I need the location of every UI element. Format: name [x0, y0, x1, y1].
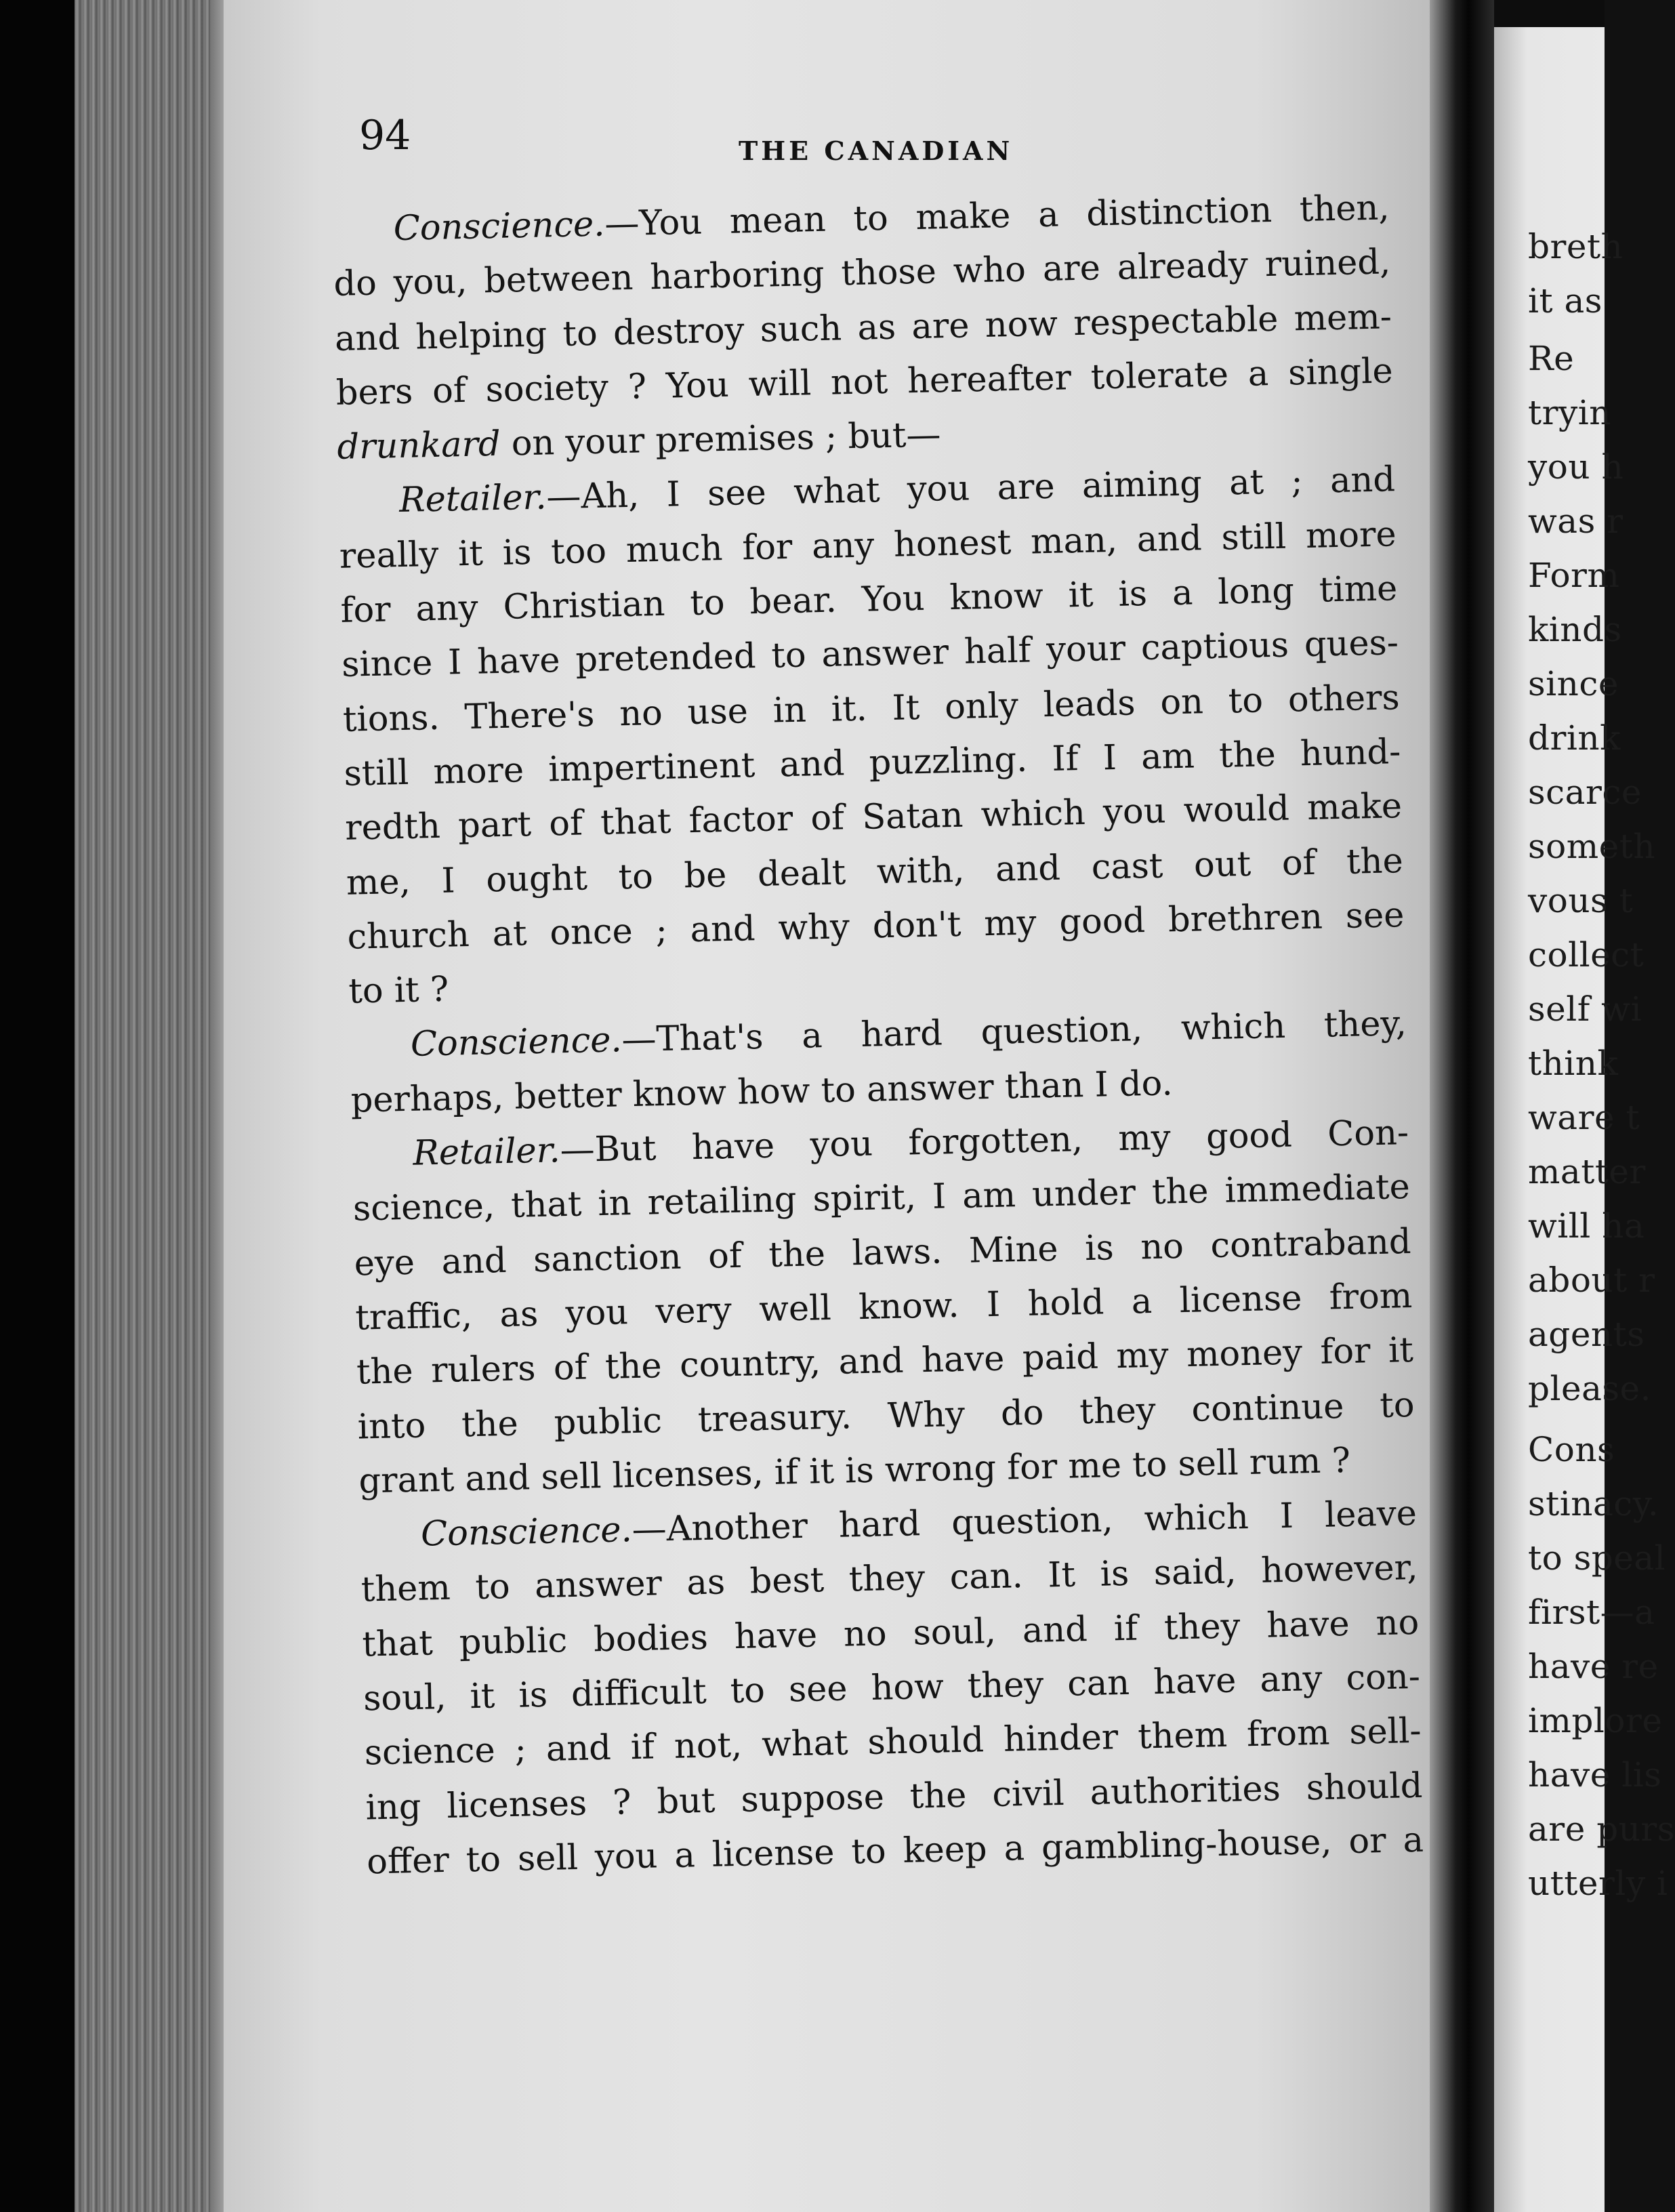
text-line: the rulers of the country, and have paid my money for it [356, 1330, 1414, 1393]
text-line: really it is too much for any honest man, and still more [339, 514, 1397, 577]
right-page-line: vous t [1528, 881, 1634, 920]
text-line: grant and sell licenses, if it is wrong for me to sell rum ? [358, 1440, 1351, 1502]
body-text [332, 181, 1424, 1889]
right-page-line: was r [1528, 501, 1624, 541]
page-number: 94 [359, 112, 411, 159]
text-line: church at once ; and why don't my good brethren see [347, 895, 1405, 958]
right-page-line: about r [1528, 1261, 1655, 1300]
text-line: to it ? [348, 969, 449, 1012]
text-line: for any Christian to bear. You know it is a long time [339, 569, 1398, 631]
text-line: traffic, as you very well know. I hold a license from [354, 1275, 1413, 1338]
text-line: Retailer.—Ah, I see what you are aiming at ; and [398, 459, 1396, 521]
right-page-line: are purs [1528, 1809, 1675, 1849]
text-line: science ; and if not, what should hinder them from sell- [364, 1711, 1422, 1774]
right-page-line: please. [1528, 1369, 1652, 1408]
right-page-line: someth [1528, 827, 1656, 866]
text-line: eye and sanction of the laws. Mine is no contraband [354, 1221, 1412, 1284]
text-line: still more impertinent and puzzling. If I am the hund- [344, 732, 1401, 794]
right-page-line: think [1528, 1044, 1619, 1083]
text-line: tions. There's no use in it. It only leads on to others [342, 677, 1401, 740]
right-page-line: breth [1528, 227, 1624, 266]
right-page-line: have re [1528, 1647, 1659, 1686]
right-page-line: Form [1528, 556, 1620, 595]
right-page-line: have lis [1528, 1755, 1662, 1795]
right-page-line: since [1528, 664, 1619, 703]
right-page-line: self wi [1528, 989, 1642, 1029]
right-page-line: collect [1528, 935, 1645, 975]
text-line: offer to sell you a license to keep a gambling-house, or a [366, 1820, 1424, 1883]
right-page-line: agents [1528, 1315, 1645, 1354]
text-line: perhaps, better know how to answer than I do. [350, 1063, 1174, 1121]
right-page-line: will ha [1528, 1206, 1645, 1246]
text-line: into the public treasury. Why do they continue to [357, 1385, 1415, 1448]
right-page-line: kinds [1528, 610, 1622, 649]
right-page-line: drink [1528, 718, 1621, 758]
right-page-line: first—a [1528, 1593, 1655, 1632]
text-line: them to answer as best they can. It is said, however, [360, 1548, 1419, 1610]
right-page-line: implore [1528, 1701, 1663, 1740]
right-page-line: it as [1528, 281, 1602, 321]
text-line: redth part of that factor of Satan which you would make [344, 786, 1403, 849]
text-line: ing licenses ? but suppose the civil authorities should [365, 1765, 1423, 1828]
text-line: and helping to destroy such as are now respectable mem- [334, 296, 1392, 359]
text-line: science, that in retailing spirit, I am under the immediate [352, 1167, 1411, 1230]
right-page-line: ware t [1528, 1098, 1640, 1137]
text-line: me, I ought to be dealt with, and cast out of the [346, 840, 1404, 903]
right-page-line: stinacy. [1528, 1484, 1659, 1523]
text-line: Retailer.—But have you forgotten, my good Con- [412, 1113, 1409, 1174]
text-line: Conscience.—Another hard question, which I leave [420, 1494, 1418, 1555]
right-page-line: to speal [1528, 1538, 1666, 1578]
right-page-line: utterly i [1528, 1864, 1668, 1903]
right-page-line: Re [1528, 339, 1575, 378]
text-line: do you, between harboring those who are already ruined, [333, 242, 1391, 305]
text-line: that public bodies have no soul, and if they have no [361, 1602, 1420, 1665]
text-line: bers of society ? You will not hereafter tolerate a single [335, 351, 1394, 413]
right-page-line: scarce [1528, 773, 1642, 812]
right-page-line: tryin [1528, 393, 1611, 432]
right-page-fragment [1494, 27, 1675, 2212]
text-line: Conscience.—You mean to make a distinction then, [393, 188, 1390, 249]
right-page-line: Cons [1528, 1430, 1615, 1469]
text-line: Conscience.—That's a hard question, which they, [410, 1004, 1407, 1065]
text-line: since I have pretended to answer half your captious ques- [341, 623, 1399, 686]
running-head: THE CANADIAN [739, 136, 1014, 166]
right-page-line: matter [1528, 1152, 1646, 1191]
page-edges [75, 0, 230, 2212]
book-gutter [1430, 0, 1494, 2212]
text-line: drunkard on your premises ; but— [336, 415, 941, 468]
scan-left-margin [0, 0, 75, 2212]
text-line: soul, it is difficult to see how they can have any con- [363, 1656, 1421, 1719]
right-page-line: you h [1528, 447, 1624, 487]
